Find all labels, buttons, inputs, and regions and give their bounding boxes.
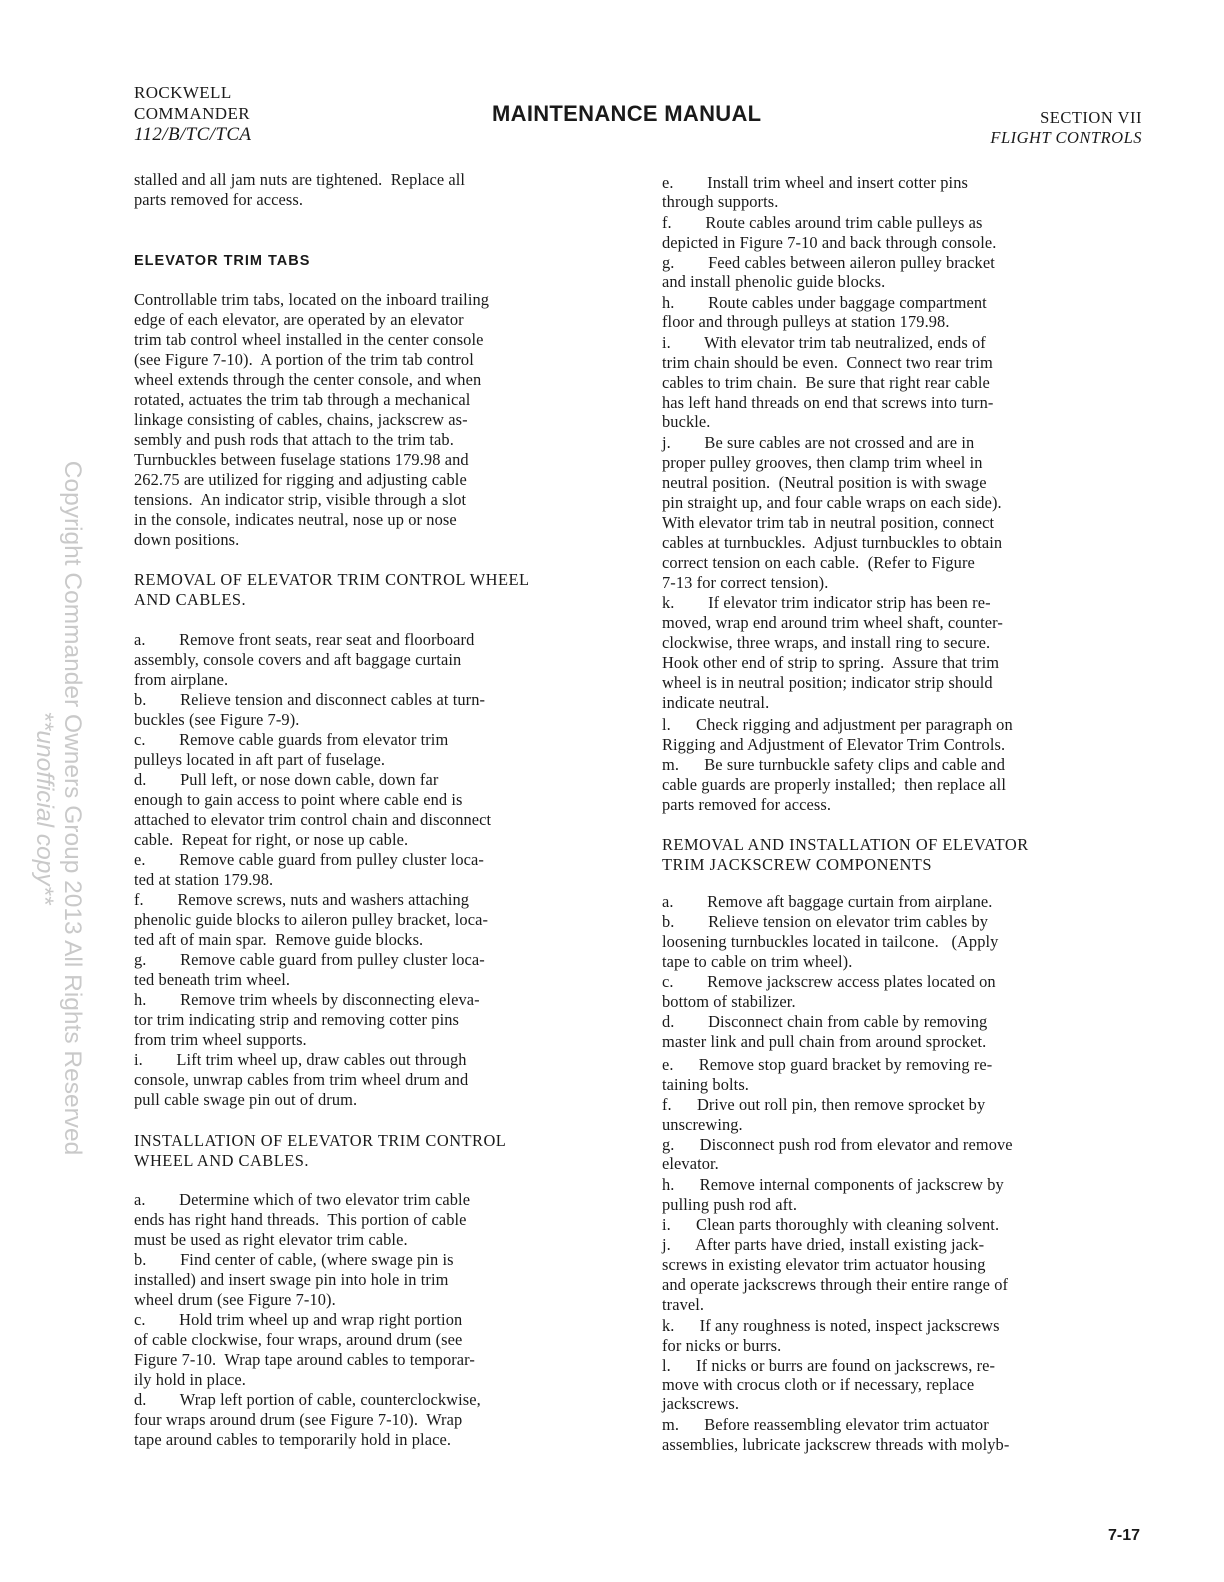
left-text-line: ted beneath trim wheel. <box>134 970 291 989</box>
right-text-line: f. Drive out roll pin, then remove sprocket by <box>662 1095 986 1114</box>
header-manufacturer: ROCKWELL <box>134 83 232 102</box>
right-text-line: trim chain should be even. Connect two rear trim <box>662 353 993 372</box>
right-text-line: move with crocus cloth or if necessary, replace <box>662 1375 975 1394</box>
left-text-line: rotated, actuates the trim tab through a mechanical <box>134 390 471 409</box>
right-text-line: m. Before reassembling elevator trim actuator <box>662 1415 989 1434</box>
right-text-line: clockwise, three wraps, and install ring to secure. <box>662 633 991 652</box>
left-text-line: (see Figure 7-10). A portion of the trim tab control <box>134 350 474 369</box>
left-text-line: ted at station 179.98. <box>134 870 274 889</box>
left-text-line: d. Pull left, or nose down cable, down far <box>134 770 439 789</box>
right-text-line: parts removed for access. <box>662 795 832 814</box>
left-text-line: i. Lift trim wheel up, draw cables out through <box>134 1050 467 1069</box>
left-text-line: installed) and insert swage pin into hole in trim <box>134 1270 449 1289</box>
left-text-line: in the console, indicates neutral, nose up or nose <box>134 510 457 529</box>
right-text-line: l. Check rigging and adjustment per paragraph on <box>662 715 1013 734</box>
right-text-line: proper pulley grooves, then clamp trim wheel in <box>662 453 983 472</box>
right-text-line: l. If nicks or burrs are found on jackscrews, re- <box>662 1356 996 1375</box>
right-text-line: travel. <box>662 1295 705 1314</box>
right-subsection-heading: REMOVAL AND INSTALLATION OF ELEVATOR <box>662 835 1029 854</box>
copyright-watermark <box>30 408 86 1208</box>
left-section-heading: ELEVATOR TRIM TABS <box>134 253 311 269</box>
left-text-line: tor trim indicating strip and removing cotter pins <box>134 1010 460 1029</box>
left-text-line: assembly, console covers and aft baggage curtain <box>134 650 462 669</box>
left-text-line: e. Remove cable guard from pulley cluster loca- <box>134 850 484 869</box>
left-text-line: pull cable swage pin out of drum. <box>134 1090 358 1109</box>
left-text-line: attached to elevator trim control chain and disconnect <box>134 810 492 829</box>
left-text-line: must be used as right elevator trim cable. <box>134 1230 408 1249</box>
left-text-line: b. Find center of cable, (where swage pin is <box>134 1250 454 1269</box>
right-text-line: d. Disconnect chain from cable by removing <box>662 1012 988 1031</box>
watermark-copyright-line: Copyright Commander Owners Group 2013 All Rights Reserved <box>59 460 86 1156</box>
right-text-line: j. After parts have dried, install existing jack- <box>662 1235 985 1254</box>
right-text-line: moved, wrap end around trim wheel shaft, counter- <box>662 613 1003 632</box>
right-text-line: a. Remove aft baggage curtain from airplane. <box>662 892 993 911</box>
left-text-line: f. Remove screws, nuts and washers attaching <box>134 890 470 909</box>
right-text-line: j. Be sure cables are not crossed and are in <box>662 433 975 452</box>
left-text-line: ted aft of main spar. Remove guide blocks. <box>134 930 424 949</box>
right-text-line: k. If elevator trim indicator strip has been re- <box>662 593 991 612</box>
right-text-line: k. If any roughness is noted, inspect jackscrews <box>662 1316 1000 1335</box>
right-text-line: pulling push rod aft. <box>662 1195 798 1214</box>
left-subsection-heading: REMOVAL OF ELEVATOR TRIM CONTROL WHEEL <box>134 570 530 589</box>
left-subsection-heading: WHEEL AND CABLES. <box>134 1151 309 1170</box>
left-text-line: 262.75 are utilized for rigging and adjusting cable <box>134 470 467 489</box>
right-text-line: floor and through pulleys at station 179.98. <box>662 312 950 331</box>
left-text-line: a. Remove front seats, rear seat and floorboard <box>134 630 475 649</box>
right-text-line: cables at turnbuckles. Adjust turnbuckles to obtain <box>662 533 1003 552</box>
left-text-line: b. Relieve tension and disconnect cables at turn- <box>134 690 486 709</box>
left-text-line: sembly and push rods that attach to the trim tab. <box>134 430 454 449</box>
right-text-line: for nicks or burrs. <box>662 1336 782 1355</box>
header-aircraft-name: COMMANDER <box>134 104 251 123</box>
right-text-line: g. Feed cables between aileron pulley bracket <box>662 253 995 272</box>
left-text-line: stalled and all jam nuts are tightened. Replace all <box>134 170 466 189</box>
right-text-line: pin straight up, and four cable wraps on each side). <box>662 493 1002 512</box>
right-subsection-heading: TRIM JACKSCREW COMPONENTS <box>662 855 932 874</box>
right-text-line: 7-13 for correct tension). <box>662 573 829 592</box>
header-section-name: FLIGHT CONTROLS <box>990 128 1142 147</box>
left-text-line: wheel drum (see Figure 7-10). <box>134 1290 336 1309</box>
left-text-line: tensions. An indicator strip, visible through a slot <box>134 490 467 509</box>
left-text-line: parts removed for access. <box>134 190 304 209</box>
left-text-line: trim tab control wheel installed in the center console <box>134 330 484 349</box>
left-text-line: cable. Repeat for right, or nose up cable. <box>134 830 409 849</box>
left-text-line: ily hold in place. <box>134 1370 246 1389</box>
right-text-line: has left hand threads on end that screws into turn- <box>662 393 994 412</box>
right-text-line: e. Remove stop guard bracket by removing re- <box>662 1055 993 1074</box>
left-text-line: Controllable trim tabs, located on the inboard trailing <box>134 290 490 309</box>
right-text-line: assemblies, lubricate jackscrew threads with molyb- <box>662 1435 1010 1454</box>
left-text-line: c. Remove cable guards from elevator trim <box>134 730 449 749</box>
left-text-line: from airplane. <box>134 670 229 689</box>
header-model-numbers: 112/B/TC/TCA <box>134 124 252 145</box>
right-text-line: f. Route cables around trim cable pulleys as <box>662 213 983 232</box>
left-text-line: ends has right hand threads. This portion of cable <box>134 1210 467 1229</box>
left-text-line: four wraps around drum (see Figure 7-10). Wrap <box>134 1410 463 1429</box>
right-text-line: taining bolts. <box>662 1075 749 1094</box>
left-text-line: g. Remove cable guard from pulley cluster loca- <box>134 950 485 969</box>
header-section-block <box>990 108 1142 148</box>
left-text-line: of cable clockwise, four wraps, around drum (see <box>134 1330 463 1349</box>
right-text-line: g. Disconnect push rod from elevator and remove <box>662 1135 1013 1154</box>
left-text-line: d. Wrap left portion of cable, counterclockwise, <box>134 1390 481 1409</box>
left-text-line: pulleys located in aft part of fuselage. <box>134 750 386 769</box>
right-text-line: jackscrews. <box>662 1394 740 1413</box>
right-text-line: indicate neutral. <box>662 693 770 712</box>
right-text-line: and operate jackscrews through their entire range of <box>662 1275 1009 1294</box>
right-text-line: and install phenolic guide blocks. <box>662 272 886 291</box>
right-text-line: i. Clean parts thoroughly with cleaning solvent. <box>662 1215 1000 1234</box>
left-text-line: buckles (see Figure 7-9). <box>134 710 300 729</box>
right-text-line: wheel is in neutral position; indicator strip should <box>662 673 993 692</box>
left-text-line: phenolic guide blocks to aileron pulley bracket, loca- <box>134 910 489 929</box>
right-text-line: c. Remove jackscrew access plates located on <box>662 972 996 991</box>
header-section-number: SECTION VII <box>1040 108 1142 127</box>
right-text-line: buckle. <box>662 412 711 431</box>
right-text-line: neutral position. (Neutral position is with swage <box>662 473 987 492</box>
left-text-line: tape around cables to temporarily hold in place. <box>134 1430 452 1449</box>
left-text-line: enough to gain access to point where cable end is <box>134 790 463 809</box>
left-text-line: linkage consisting of cables, chains, jackscrew as- <box>134 410 468 429</box>
right-text-line: m. Be sure turnbuckle safety clips and cable and <box>662 755 1006 774</box>
left-text-line: Figure 7-10. Wrap tape around cables to temporar- <box>134 1350 475 1369</box>
right-text-line: cables to trim chain. Be sure that right rear cable <box>662 373 990 392</box>
right-text-line: tape to cable on trim wheel). <box>662 952 853 971</box>
right-text-line: h. Route cables under baggage compartment <box>662 293 987 312</box>
watermark-unofficial-line: **unofficial copy** <box>31 711 58 905</box>
left-text-line: h. Remove trim wheels by disconnecting eleva- <box>134 990 480 1009</box>
right-text-line: depicted in Figure 7-10 and back through console. <box>662 233 997 252</box>
right-text-line: b. Relieve tension on elevator trim cables by <box>662 912 989 931</box>
left-text-line: edge of each elevator, are operated by an elevator <box>134 310 464 329</box>
left-text-line: c. Hold trim wheel up and wrap right portion <box>134 1310 463 1329</box>
left-text-line: Turnbuckles between fuselage stations 179.98 and <box>134 450 469 469</box>
right-text-line: master link and pull chain from around sprocket. <box>662 1032 987 1051</box>
left-text-line: console, unwrap cables from trim wheel drum and <box>134 1070 469 1089</box>
header-model-block <box>134 82 251 145</box>
left-text-line: wheel extends through the center console, and when <box>134 370 482 389</box>
right-text-line: With elevator trim tab in neutral position, connect <box>662 513 995 532</box>
right-text-line: correct tension on each cable. (Refer to Figure <box>662 553 975 572</box>
left-subsection-heading: INSTALLATION OF ELEVATOR TRIM CONTROL <box>134 1131 507 1150</box>
right-text-line: Hook other end of strip to spring. Assure that trim <box>662 653 1000 672</box>
right-text-line: Rigging and Adjustment of Elevator Trim Controls. <box>662 735 1006 754</box>
page-number: 7-17 <box>1107 1527 1140 1544</box>
right-text-line: elevator. <box>662 1154 719 1173</box>
right-text-line: h. Remove internal components of jackscrew by <box>662 1175 1004 1194</box>
right-text-line: i. With elevator trim tab neutralized, ends of <box>662 333 986 352</box>
right-text-line: through supports. <box>662 192 779 211</box>
right-text-line: unscrewing. <box>662 1115 743 1134</box>
page-title: MAINTENANCE MANUAL <box>492 101 762 126</box>
right-text-line: loosening turnbuckles located in tailcone. (Apply <box>662 932 999 951</box>
left-text-line: a. Determine which of two elevator trim cable <box>134 1190 471 1209</box>
right-text-line: cable guards are properly installed; then replace all <box>662 775 1006 794</box>
left-text-line: from trim wheel supports. <box>134 1030 307 1049</box>
right-text-line: e. Install trim wheel and insert cotter pins <box>662 173 968 192</box>
left-text-line: down positions. <box>134 530 240 549</box>
right-text-line: bottom of stabilizer. <box>662 992 796 1011</box>
left-subsection-heading: AND CABLES. <box>134 590 247 609</box>
right-text-line: screws in existing elevator trim actuator housing <box>662 1255 986 1274</box>
